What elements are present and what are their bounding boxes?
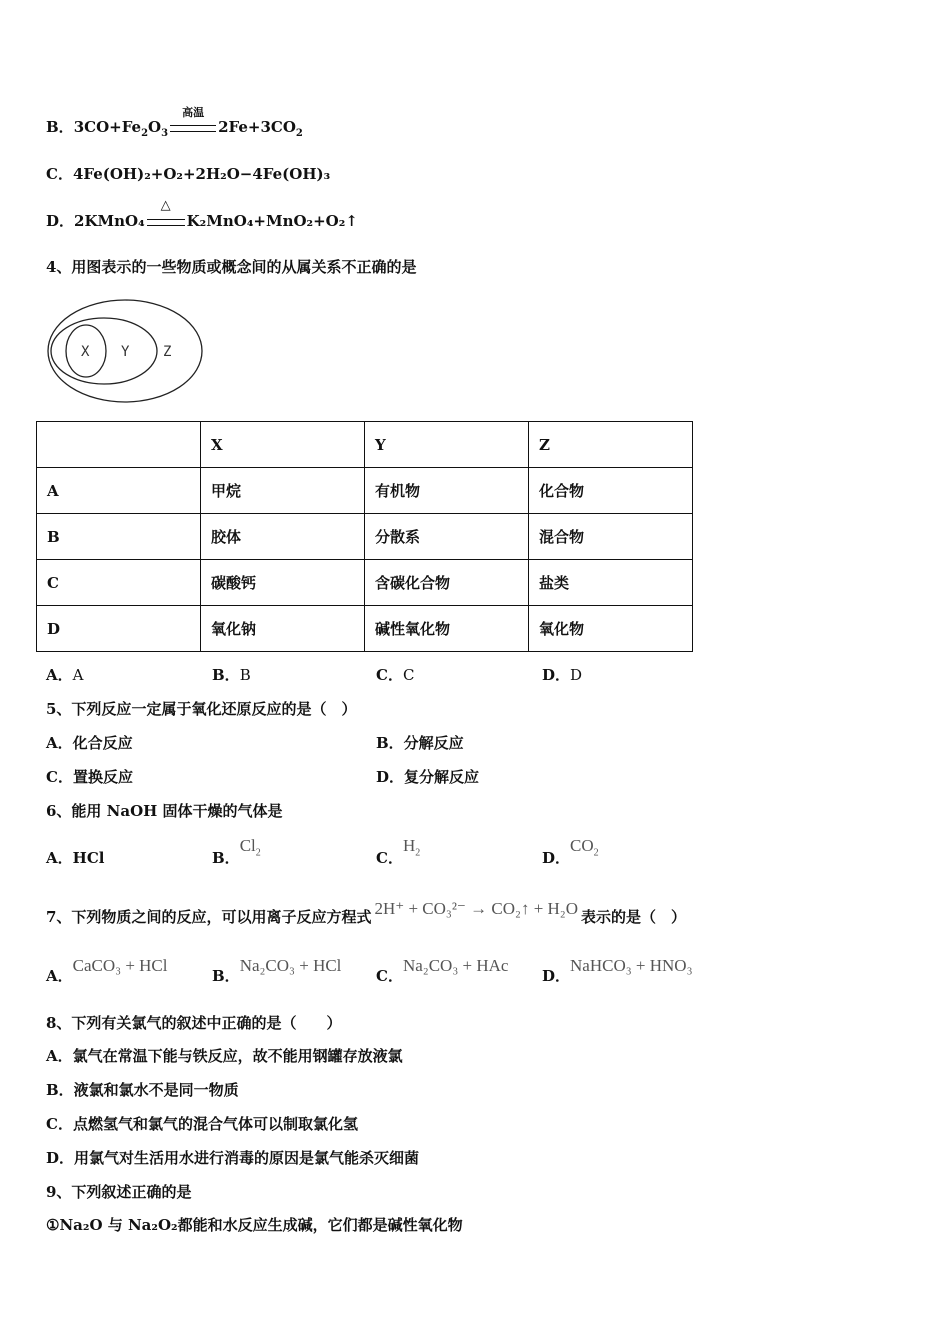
table-cell: 含碳化合物 — [365, 560, 529, 606]
table-cell: 氧化钠 — [201, 606, 365, 652]
table-cell: C — [37, 560, 201, 606]
q6-option-a[interactable]: A．HCl — [46, 849, 105, 867]
q4-option-d[interactable]: D．D — [542, 666, 583, 684]
table-cell: Z — [529, 422, 693, 468]
q3-option-d: D．2KMnO₄ △ K₂MnO₄+MnO₂+O₂↑ — [46, 198, 358, 230]
q4-option-c[interactable]: C．C — [376, 666, 415, 684]
q7-option-a[interactable]: A．CaCO₃ + HCl — [46, 956, 168, 985]
table-cell: 氧化物 — [529, 606, 693, 652]
table-cell: 胶体 — [201, 514, 365, 560]
q5-option-d[interactable]: D．复分解反应 — [376, 768, 480, 786]
ionic-equation: 2H⁺ + CO₃²⁻ → CO₂↑ + H₂O — [374, 899, 579, 918]
q7-option-c[interactable]: C．Na₂CO₃ + HAc — [376, 956, 509, 985]
q7-stem: 7、下列物质之间的反应，可以用离子反应方程式 2H⁺ + CO₃²⁻ → CO₂↑ + H₂O 表示的是（ ） — [46, 899, 687, 926]
q5-option-c[interactable]: C．置换反应 — [46, 768, 133, 786]
table-row — [37, 514, 693, 560]
q6-option-d[interactable]: D．$CO_2$ — [542, 836, 599, 867]
table-row — [37, 560, 693, 606]
table-cell: 混合物 — [529, 514, 693, 560]
q6-stem: 6、能用 NaOH 固体干燥的气体是 — [46, 802, 283, 820]
reaction-condition-arrow: 高温 — [168, 118, 218, 136]
table-row — [37, 468, 693, 514]
q8-option-b[interactable]: B．液氯和氯水不是同一物质 — [46, 1081, 239, 1099]
q4-stem: 4、用图表示的一些物质或概念间的从属关系不正确的是 — [46, 258, 417, 276]
q4-nested-set-diagram — [44, 296, 206, 406]
q5-option-b[interactable]: B．分解反应 — [376, 734, 464, 752]
q6-option-c[interactable]: C．$H_2$ — [376, 836, 421, 867]
q5-stem: 5、下列反应一定属于氧化还原反应的是（ ） — [46, 700, 357, 718]
table-cell: 碳酸钙 — [201, 560, 365, 606]
table-cell: 碱性氧化物 — [365, 606, 529, 652]
q9-stem: 9、下列叙述正确的是 — [46, 1183, 192, 1201]
table-cell: 化合物 — [529, 468, 693, 514]
table-header-row — [37, 422, 693, 468]
table-cell: 盐类 — [529, 560, 693, 606]
set-x-label: X — [81, 344, 90, 360]
q3-option-b: B．$3CO+Fe_2O_3$ 高温 $2Fe+3CO_2$ — [46, 106, 303, 139]
table-cell: X — [201, 422, 365, 468]
reaction-condition-arrow: △ — [145, 212, 187, 230]
table-cell — [37, 422, 201, 468]
table-cell: A — [37, 468, 201, 514]
q5-option-a[interactable]: A．化合反应 — [46, 734, 133, 752]
table-cell: 甲烷 — [201, 468, 365, 514]
q7-option-d[interactable]: D．NaHCO₃ + HNO₃ — [542, 956, 693, 985]
set-z-label: Z — [163, 344, 172, 360]
table-row — [37, 606, 693, 652]
table-cell: D — [37, 606, 201, 652]
table-cell: 有机物 — [365, 468, 529, 514]
q3-option-c: C．4Fe(OH)₂+O₂+2H₂O−4Fe(OH)₃ — [46, 165, 331, 183]
q6-option-b[interactable]: B．$Cl_2$ — [212, 836, 261, 867]
q4-option-b[interactable]: B．B — [212, 666, 251, 684]
q4-table — [36, 421, 693, 652]
set-y-label: Y — [121, 344, 130, 360]
q8-option-c[interactable]: C．点燃氢气和氯气的混合气体可以制取氯化氢 — [46, 1115, 358, 1133]
table-cell: B — [37, 514, 201, 560]
q7-option-b[interactable]: B．Na₂CO₃ + HCl — [212, 956, 342, 985]
q4-option-a[interactable]: A．A — [46, 666, 84, 684]
q8-stem: 8、下列有关氯气的叙述中正确的是（ ） — [46, 1014, 342, 1032]
q8-option-d[interactable]: D．用氯气对生活用水进行消毒的原因是氯气能杀灭细菌 — [46, 1149, 420, 1167]
table-cell: Y — [365, 422, 529, 468]
set-y-ellipse — [51, 318, 157, 384]
q8-option-a[interactable]: A．氯气在常温下能与铁反应，故不能用钢罐存放液氯 — [46, 1047, 403, 1065]
q9-item-1: ①Na₂O 与 Na₂O₂都能和水反应生成碱，它们都是碱性氧化物 — [46, 1216, 463, 1234]
table-cell: 分散系 — [365, 514, 529, 560]
